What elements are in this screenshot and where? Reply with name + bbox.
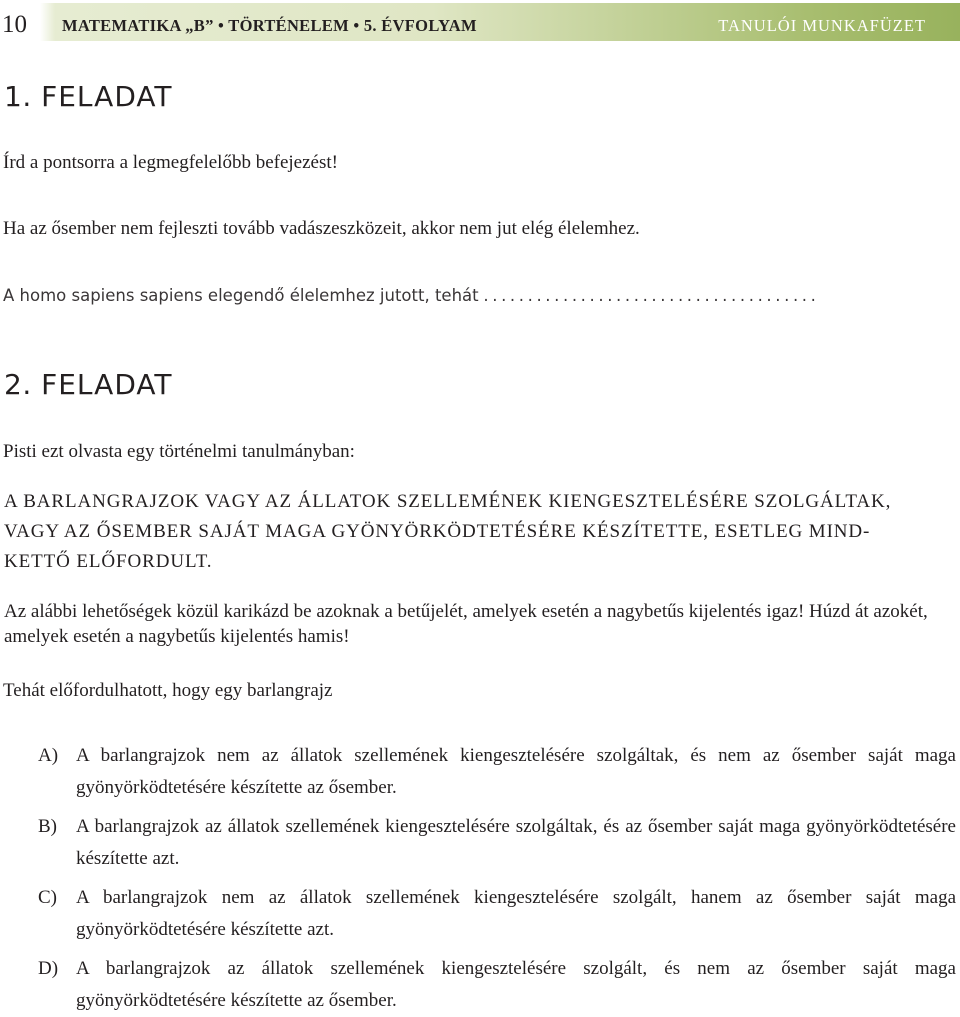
task2-heading (4, 368, 172, 401)
quote-line: KETTŐ ELŐFORDULT. (4, 551, 213, 572)
option-letter[interactable]: C) (38, 887, 57, 908)
option-letter[interactable]: D) (38, 958, 59, 979)
option-letter[interactable]: B) (38, 816, 57, 837)
task2-lead: Tehát előfordulhatott, hogy egy barlangrajz (3, 680, 333, 701)
option-c[interactable] (38, 882, 956, 946)
option-text: A barlangrajzok nem az állatok szellemének kiengesztelésére szolgált, hanem az ősember saját maga gyönyörködtetésére készítette azt. (76, 887, 956, 940)
option-letter[interactable]: A) (38, 745, 59, 766)
task2-instruction: Az alábbi lehetőségek közül karikázd be azoknak a betűjelét, amelyek esetén a nagybetűs kijelentés igaz! Húzd át azokét, amelyek esetén a nagybetűs kijelentés hamis! (4, 601, 928, 647)
option-d[interactable] (38, 953, 956, 1017)
task1-heading (4, 80, 172, 113)
option-a[interactable] (38, 740, 956, 804)
page-header-band (0, 3, 960, 41)
task1-title: FELADAT (41, 80, 173, 113)
task2-intro: Pisti ezt olvasta egy történelmi tanulmányban: (3, 441, 355, 462)
quote-line: A BARLANGRAJZOK VAGY AZ ÁLLATOK SZELLEMÉNEK KIENGESZTELÉSÉRE SZOLGÁLTAK, (4, 491, 892, 512)
option-b[interactable] (38, 811, 956, 875)
task2-title: FELADAT (41, 368, 173, 401)
task1-instruction: Írd a pontsorra a legmegfelelőbb befejezést! (3, 152, 338, 173)
task1-completion-line (3, 285, 819, 307)
quote-line: VAGY AZ ŐSEMBER SAJÁT MAGA GYÖNYÖRKÖDTETÉSÉRE KÉSZÍTETTE, ESETLEG MIND- (4, 521, 871, 542)
subject-title: MATEMATIKA „B” • TÖRTÉNELEM • 5. ÉVFOLYAM (62, 16, 477, 35)
option-text: A barlangrajzok az állatok szellemének kiengesztelésére szolgált, és nem az ősember saját maga gyönyörködtetésére készítette az ősember. (76, 958, 956, 1011)
page-number: 10 (2, 11, 27, 38)
workbook-title: TANULÓI MUNKAFÜZET (718, 16, 926, 35)
task1-number: 1. (4, 80, 32, 113)
task2-number: 2. (4, 368, 32, 401)
task1-statement: Ha az ősember nem fejleszti tovább vadászeszközeit, akkor nem jut elég élelemhez. (3, 218, 640, 239)
task1-completion-prompt: A homo sapiens sapiens elegendő élelemhez jutott, tehát (3, 286, 479, 305)
option-text: A barlangrajzok nem az állatok szellemének kiengesztelésére szolgáltak, és nem az ősember saját maga gyönyörködtetésére készítette az ősember. (76, 745, 956, 798)
option-text: A barlangrajzok az állatok szellemének kiengesztelésére szolgáltak, és az ősember saját maga gyönyörködtetésére készítette azt. (76, 816, 956, 869)
answer-dotted-line[interactable]: ...................................... (483, 286, 820, 305)
